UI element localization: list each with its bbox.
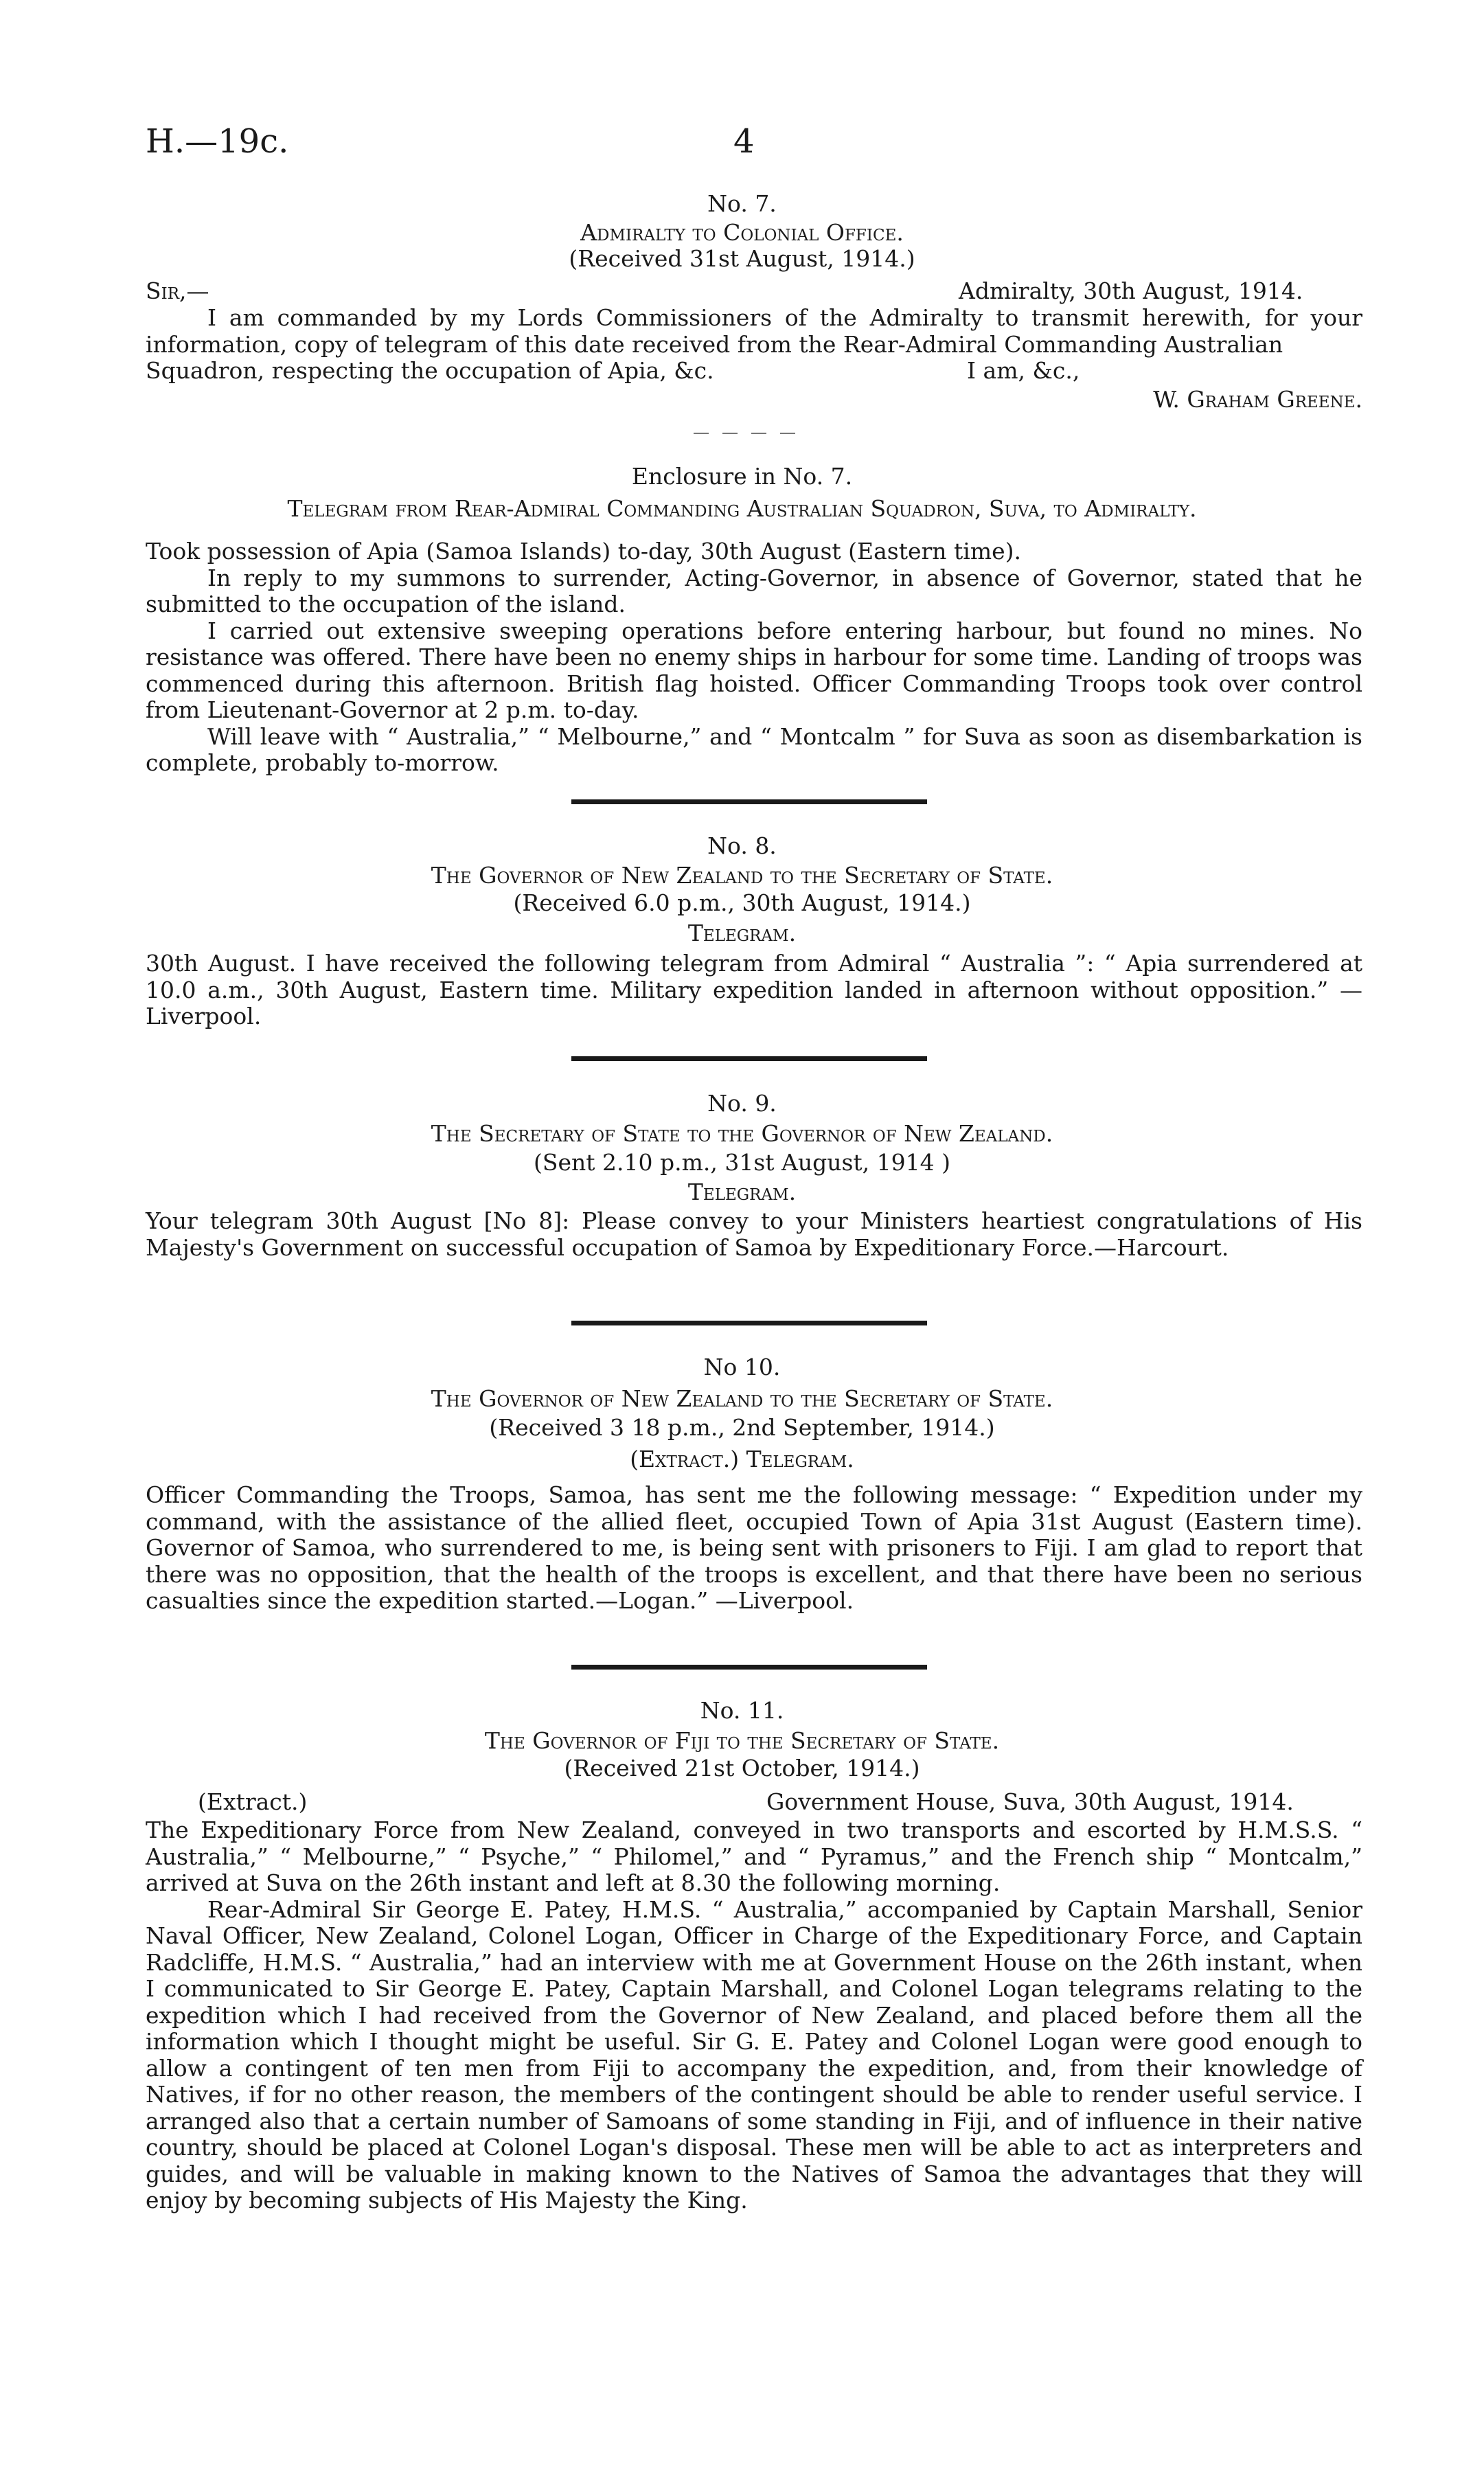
doc8-received: (Received 6.0 p.m., 30th August, 1914.) xyxy=(513,889,971,916)
document-reference: H.—19c. xyxy=(146,122,289,161)
enclosure7-para-2: In reply to my summons to surrender, Acting-Governor, in absence of Governor, stated that he submitted to the occupation of the island. xyxy=(146,564,1362,617)
page-number: 4 xyxy=(733,122,755,161)
doc9-number: No. 9. xyxy=(707,1090,777,1117)
doc11-extract: (Extract.) xyxy=(198,1788,308,1815)
doc9-body: Your telegram 30th August [No 8]: Please convey to your Ministers heartiest congratulations of His Majesty's Government on successful occupation of Samoa by Expeditionary Force.—Harcourt. xyxy=(146,1207,1362,1261)
dash-divider xyxy=(751,433,766,434)
doc11-place-date: Government House, Suva, 30th August, 1914. xyxy=(766,1788,1294,1815)
enclosure7-title: Enclosure in No. 7. xyxy=(631,463,853,490)
doc11-para-2: Rear-Admiral Sir George E. Patey, H.M.S. “ Australia,” accompanied by Captain Marshall, Senior Naval Officer, New Zealand, Colonel Logan, Officer in Charge of the Expeditionary Force, and Captain Radcliffe, H.M.S. “ Australia,” had an interview with me at Government House on the 26th instant, when I communicated to Sir George E. Patey, Captain Marshall, and Colonel Logan telegrams relating to the expedition which I had received from the Governor of New Zealand, and placed before them all the information which I thought might be useful. Sir G. E. Patey and Colonel Logan were good enough to allow a contingent of ten men from Fiji to accompany the expedition, and, from their knowledge of Natives, if for no other reason, the members of the contingent should be able to render useful service. I arranged also that a certain number of Samoans of some standing in Fiji, and of influence in their native country, should be placed at Colonel Logan's disposal. These men will be able to act as interpreters and guides, and will be valuable in making known to the Natives of Samoa the advantages that they will enjoy by becoming subjects of His Majesty the King. xyxy=(146,1895,1362,2213)
enclosure7-route: Telegram from Rear-Admiral Commanding Australian Squadron, Suva, to Admiralty. xyxy=(287,495,1197,522)
enclosure7-body xyxy=(146,538,1362,777)
section-rule xyxy=(571,1321,927,1325)
doc10-number: No 10. xyxy=(703,1354,781,1380)
doc8-kind: Telegram. xyxy=(687,920,797,946)
section-rule xyxy=(571,799,927,804)
doc11-number: No. 11. xyxy=(700,1697,784,1724)
doc9-route: The Secretary of State to the Governor of New Zealand. xyxy=(431,1120,1053,1147)
doc11-route: The Governor of Fiji to the Secretary of State. xyxy=(484,1727,1000,1754)
doc7-route: Admiralty to Colonial Office. xyxy=(580,219,904,246)
doc11-para-1: The Expeditionary Force from New Zealand, conveyed in two transports and escorted by H.M.S.S. “ Australia,” “ Melbourne,” “ Psyche,” “ Philomel,” and “ Pyramus,” and the French ship “ Montcalm,” arrived at Suva on the 26th instant and left at 8.30 the following morning. xyxy=(146,1817,1362,1896)
doc8-route: The Governor of New Zealand to the Secretary of State. xyxy=(431,862,1053,889)
doc8-body: 30th August. I have received the following telegram from Admiral “ Australia ”: “ Apia surrendered at 10.0 a.m., 30th August, Eastern time. Military expedition landed in afternoon without opposition.” —Liverpool. xyxy=(146,950,1362,1029)
enclosure7-para-3: I carried out extensive sweeping operations before entering harbour, but found no mines. No resistance was offered. There have been no enemy ships in harbour for some time. Landing of troops was commenced during this afternoon. British flag hoisted. Officer Commanding Troops took over control from Lieutenant-Governor at 2 p.m. to-day. xyxy=(146,617,1362,723)
doc7-body-1: I am commanded by my Lords Commissioners of the Admiralty to transmit herewith, for your information, copy of telegram of this date received from the Rear-Admiral Commanding Australian xyxy=(146,304,1362,358)
dash-divider xyxy=(780,433,795,434)
doc7-number: No. 7. xyxy=(707,190,777,217)
section-rule xyxy=(571,1665,927,1670)
doc10-received: (Received 3 18 p.m., 2nd September, 1914.) xyxy=(489,1414,995,1441)
dash-divider xyxy=(694,433,709,434)
dash-divider xyxy=(722,433,738,434)
doc8-number: No. 8. xyxy=(707,832,777,859)
doc7-received: (Received 31st August, 1914.) xyxy=(569,245,915,272)
doc10-route: The Governor of New Zealand to the Secretary of State. xyxy=(431,1385,1053,1412)
doc11-received: (Received 21st October, 1914.) xyxy=(564,1755,920,1781)
doc7-signature: W. Graham Greene. xyxy=(1153,386,1362,413)
doc7-body-2: Squadron, respecting the occupation of Apia, &c. xyxy=(146,357,714,384)
doc7-place-date: Admiralty, 30th August, 1914. xyxy=(959,277,1303,304)
doc7-salutation: Sir,— xyxy=(146,277,209,304)
doc10-body: Officer Commanding the Troops, Samoa, has sent me the following message: “ Expedition under my command, with the assistance of the allied fleet, occupied Town of Apia 31st August (Eastern time). Governor of Samoa, who surrendered to me, is being sent with prisoners to Fiji. I am glad to report that there was no opposition, that the health of the troops is excellent, and that there have been no serious casualties since the expedition started.—Logan.” —Liverpool. xyxy=(146,1481,1362,1614)
enclosure7-para-1: Took possession of Apia (Samoa Islands) to-day, 30th August (Eastern time). xyxy=(146,538,1022,565)
doc7-closing: I am, &c., xyxy=(967,357,1080,384)
enclosure7-para-4: Will leave with “ Australia,” “ Melbourne,” and “ Montcalm ” for Suva as soon as disembarkation is complete, probably to-morrow. xyxy=(146,722,1362,776)
section-rule xyxy=(571,1056,927,1061)
doc10-kind: (Extract.) Telegram. xyxy=(630,1446,854,1472)
doc11-body xyxy=(146,1817,1362,2214)
doc9-kind: Telegram. xyxy=(687,1179,797,1205)
doc9-sent: (Sent 2.10 p.m., 31st August, 1914 ) xyxy=(533,1149,951,1176)
